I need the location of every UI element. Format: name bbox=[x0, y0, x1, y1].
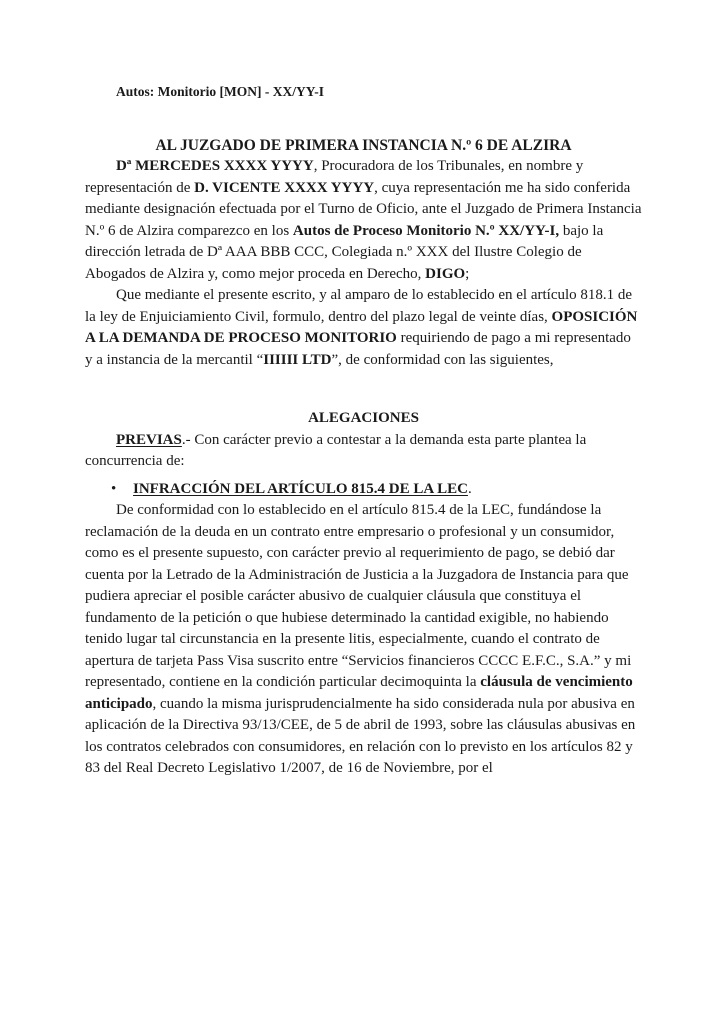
represented-party-name: D. VICENTE XXXX YYYY bbox=[194, 179, 375, 196]
text-run: . bbox=[467, 480, 472, 497]
paragraph-previas bbox=[85, 430, 642, 473]
procurator-name: Dª MERCEDES XXXX YYYY bbox=[116, 158, 314, 174]
paragraph-article-815 bbox=[85, 500, 642, 780]
early-termination-clause-term: cláusula de vencimiento anticipado bbox=[85, 674, 633, 712]
court-heading: AL JUZGADO DE PRIMERA INSTANCIA N.º 6 DE ALZIRA bbox=[155, 137, 572, 154]
text-run: Que mediante el presente escrito, y al amparo de lo establecido en el artículo 818.1 de la ley de Enjuiciamiento Civil, formulo, dentro del plazo legal de veinte días, bbox=[85, 287, 633, 325]
text-run: .- Con carácter previo a contestar a la demanda esta parte plantea la concurrencia de: bbox=[85, 431, 587, 469]
digo-term: DIGO bbox=[425, 265, 466, 282]
section-heading-alegaciones: ALEGACIONES bbox=[308, 410, 419, 426]
text-run: ”, de conformidad con las siguientes, bbox=[331, 351, 554, 368]
text-run: ; bbox=[465, 265, 470, 282]
paragraph-opposition bbox=[85, 285, 642, 371]
case-reference: Autos de Proceso Monitorio N.º XX/YY-I, bbox=[292, 222, 560, 239]
text-run: , cuya representación me ha sido conferida mediante designación efectuada por el Turno de Oficio, ante el Juzgado de Primera Instancia N.º 6 de Alzira comparezco en los bbox=[85, 179, 642, 239]
opposition-title: OPOSICIÓN A LA DEMANDA DE PROCESO MONITORIO bbox=[85, 308, 638, 346]
paragraph-appearance bbox=[85, 156, 642, 285]
case-header: Autos: Monitorio [MON] - XX/YY-I bbox=[116, 84, 324, 99]
previas-term: PREVIAS bbox=[116, 431, 182, 448]
infraction-heading: INFRACCIÓN DEL ARTÍCULO 815.4 DE LA LEC bbox=[133, 480, 468, 497]
text-run: , cuando la misma jurisprudencialmente ha sido considerada nula por abusiva en aplicación de la Directiva 93/13/CEE, de 5 de abril de 1993, sobre las cláusulas abusivas en los contratos celebrados con consumidores, en relación con lo previsto en los artículos 82 y 83 del Real Decreto Legislativo 1/2007, de 16 de Noviembre, por el bbox=[85, 695, 636, 776]
allegation-list bbox=[85, 479, 642, 501]
text-run: , Procuradora de los Tribunales, en nombre y representación de bbox=[85, 158, 584, 196]
text-run: De conformidad con lo establecido en el artículo 815.4 de la LEC, fundándose la reclamación de la deuda en un contrato entre empresario o profesional y un consumidor, como es el presente supuesto, con carácter previo al requerimiento de pago, se debió dar cuenta por la Letrado de la Administración de Justicia a la Juzgadora de Instancia para que pudiera apreciar el posible carácter abusivo de cualquier cláusula que constituya el fundamento de la petición o que hubiese determinado la cantidad exigible, no habiendo tenido lugar tal circunstancia en la presente litis, especialmente, cuando el contrato de apertura de tarjeta Pass Visa suscrito entre “Servicios financieros CCCC E.F.C., S.A.” y mi representado, contiene en la condición particular decimoquinta la bbox=[85, 502, 632, 690]
claimant-company-name: IIIIII LTD bbox=[263, 351, 332, 368]
text-run: requiriendo de pago a mi representado y a instancia de la mercantil “ bbox=[85, 330, 631, 368]
list-item-infraction-815-4 bbox=[133, 479, 642, 501]
text-run: bajo la dirección letrada de Dª AAA BBB CCC, Colegiada n.º XXX del Ilustre Colegio de Abogados de Alzira y, como mejor proceda en Derecho, bbox=[85, 222, 604, 282]
